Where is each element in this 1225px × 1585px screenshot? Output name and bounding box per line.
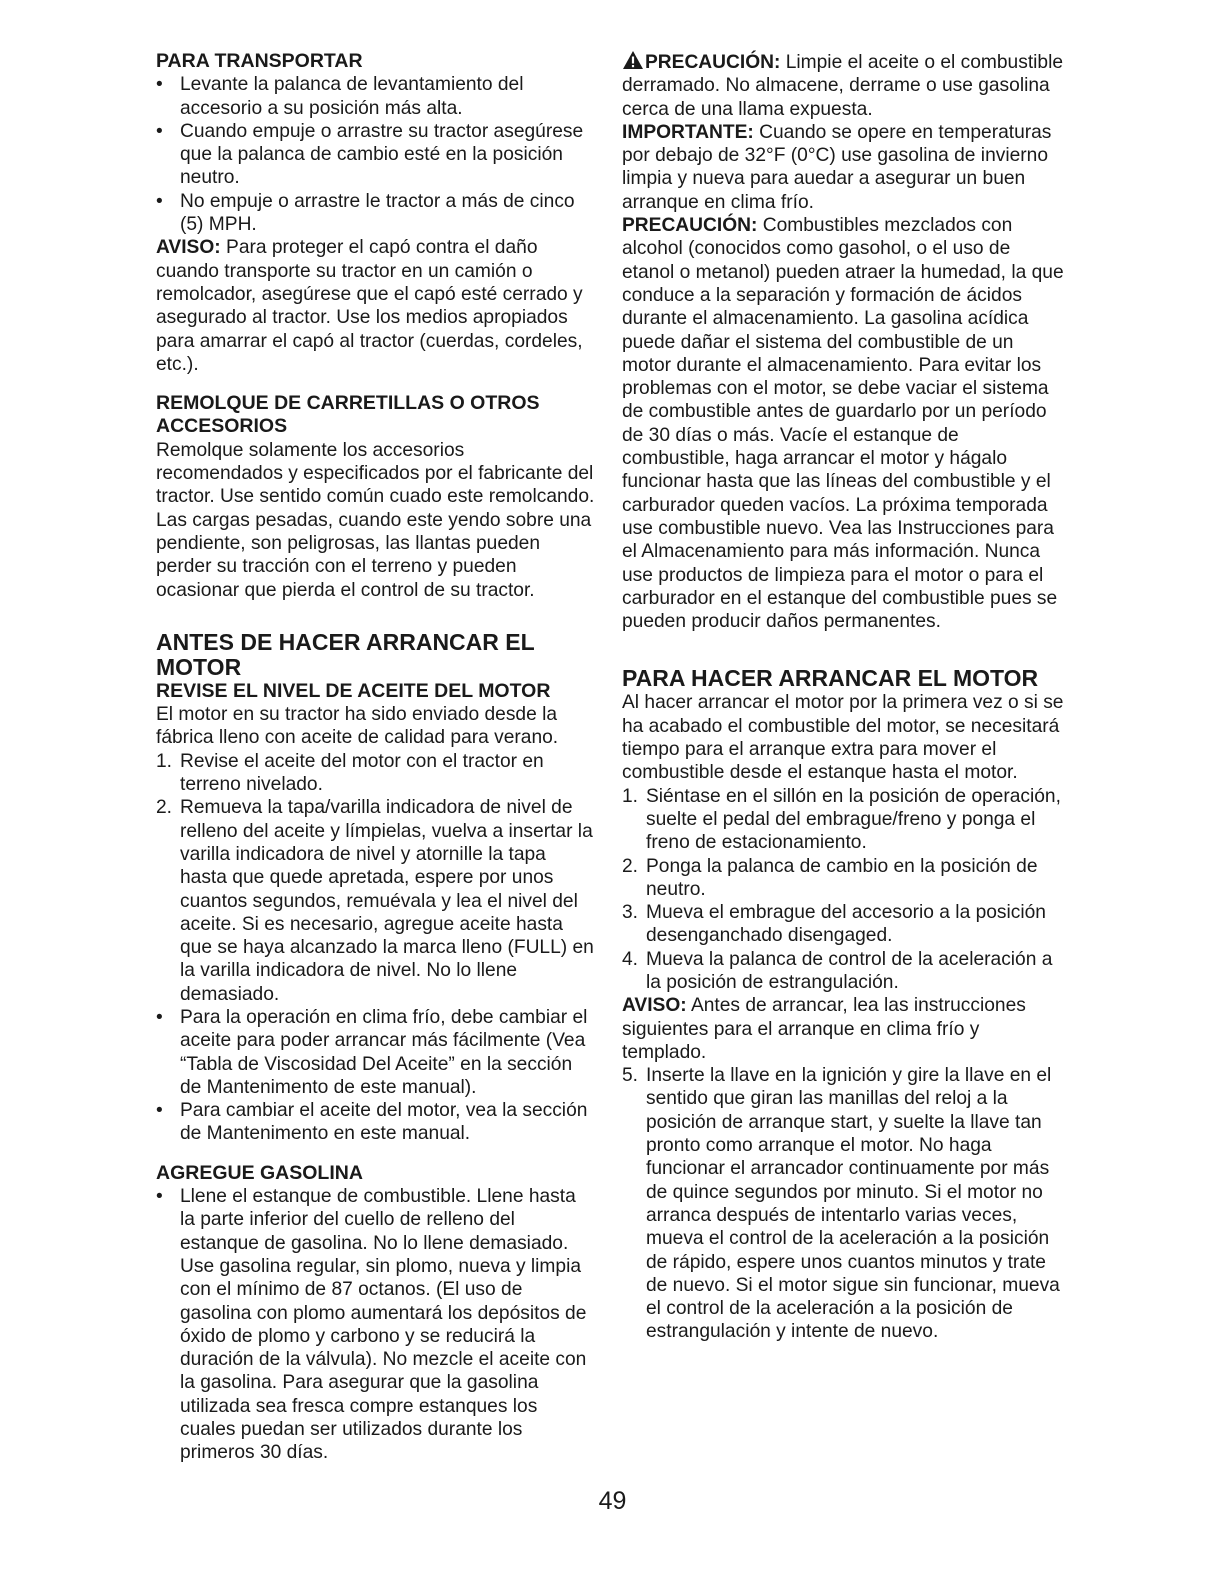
gas-bullets [156, 1185, 596, 1465]
start-steps [622, 785, 1064, 995]
transport-heading: PARA TRANSPORTAR [156, 50, 363, 72]
oil-steps [156, 750, 596, 1146]
precaucion-alcohol-note: PRECAUCIÓN: Combustibles mezclados con alcohol (conocidos como gasohol, o el uso de etanol o metanol) pueden atraer la humedad, la que conduce a la separación y formación de ácidos durante el almacenamiento. La gasolina acídica puede dañar el sistema del combustible de un motor durante el almacenamiento. Para evitar los problemas con el motor, se debe vaciar el sistema de combustible antes de guardarlo por un período de 30 días o más. Vacíe el estanque de combustible, haga arrancar el motor y hágalo funcionar hasta que las líneas del combustible y el carburador queden vacíos. La próxima temporada use combustible nuevo. Vea las Instrucciones para el Almacenamiento para más información. Nunca use productos de limpieza para el motor o para el carburador en el estanque del combustible pues se pueden producir daños permanentes. [622, 215, 1064, 633]
list-item: • Cuando empuje o arrastre su tractor asegúrese que la palanca de cambio esté en la posición neutro. [156, 120, 584, 189]
list-item: 4. Mueva la palanca de control de la aceleración a la posición de estrangulación. [622, 948, 1053, 993]
left-column [156, 50, 596, 1465]
oil-intro: El motor en su tractor ha sido enviado desde la fábrica lleno con aceite de calidad para verano. [156, 704, 559, 749]
towing-heading: REMOLQUE DE CARRETILLAS O OTROS ACCESORIOS [156, 392, 540, 438]
precaucion-label: PRECAUCIÓN: [622, 215, 758, 237]
precaucion-note: PRECAUCIÓN: Limpie el aceite o el combustible derramado. No almacene, derrame o use gasolina cerca de una llama expuesta. [622, 52, 1064, 120]
oil-heading: REVISE EL NIVEL DE ACEITE DEL MOTOR [156, 679, 551, 702]
towing-text: Remolque solamente los accesorios recomendados y especificados por el fabricante del tractor. Use sentido común cuado este remolcando. Las cargas pesadas, cuando este yendo sobre una pendiente, son peligrosas, las llantas pueden perder su tracción con el terreno y pueden ocasionar que pierda el control de su tractor. [156, 439, 595, 601]
start-engine-heading: PARA HACER ARRANCAR EL MOTOR [622, 665, 1039, 692]
before-start-heading: ANTES DE HACER ARRANCAR EL MOTOR [156, 628, 535, 680]
aviso-label: AVISO: [156, 237, 221, 259]
list-item: 3. Mueva el embrague del accesorio a la posición desenganchado disengaged. [622, 902, 1046, 947]
list-item: 2. Remueva la tapa/varilla indicadora de nivel de relleno del aceite y límpielas, vuelva a insertar la varilla indicadora de nivel y atornille la tapa hasta que quede apretada, espere por unos cuantos segundos, remuévala y lea el nivel del aceite. Si es necesario, agregue aceite hasta que se haya alcanzado la marca lleno (FULL) en la varilla indicadora de nivel. No lo llene demasiado. [156, 797, 594, 1005]
list-item: 2. Ponga la palanca de cambio en la posición de neutro. [622, 855, 1038, 900]
start-intro: Al hacer arrancar el motor por la primera vez o si se ha acabado el combustible del motor, se necesitará tiempo para el arranque extra para mover el combustible desde el estanque hasta el motor. [622, 692, 1064, 784]
start-aviso: AVISO: Antes de arrancar, lea las instrucciones siguientes para el arranque en clima frío y templado. [622, 995, 1026, 1063]
importante-label: IMPORTANTE: [622, 121, 754, 143]
importante-note: IMPORTANTE: Cuando se opere en temperaturas por debajo de 32°F (0°C) use gasolina de invierno limpia y nueva para auedar a asegurar un buen arranque en clima frío. [622, 121, 1052, 213]
page-number: 49 [598, 1487, 627, 1515]
list-item: • No empuje o arrastre le tractor a más de cinco (5) MPH. [156, 190, 575, 236]
list-item: • Llene el estanque de combustible. Llene hasta la parte inferior del cuello de relleno del estanque de gasolina. No lo llene demasiado. Use gasolina regular, sin plomo, nueva y limpia con el mínimo de 87 octanos. (El uso de gasolina con plomo aumentará los depósitos de óxido de plomo y carbono y se reducirá la duración de la válvula). No mezcle el aceite con la gasolina. Para asegurar que la gasolina utilizada sea fresca compre estanques los cuales puedan ser utilizados durante los primeros 30 días. [156, 1186, 587, 1464]
list-item: • Levante la palanca de levantamiento del accesorio a su posición más alta. [156, 74, 524, 119]
warning-icon [622, 50, 644, 70]
list-item: 5. Inserte la llave en la ignición y gire la llave en el sentido que giran las manillas del reloj a la posición de arranque start, y suelte la llave tan pronto como arranque el motor. No haga funcionar el arrancador continuamente por más de quince segundos por minuto. Si el motor no arranca después de intentarlo varias veces, mueva el control de la aceleración a la posición de rápido, espere unos cuantos minutos y trate de nuevo. Si el motor sigue sin funcionar, mueva el control de la aceleración a la posición de estrangulación y intente de nuevo. [622, 1065, 1060, 1343]
transport-bullets [156, 73, 596, 236]
gas-heading: AGREGUE GASOLINA [156, 1161, 363, 1184]
aviso-label: AVISO: [622, 995, 687, 1017]
list-item: • Para cambiar el aceite del motor, vea la sección de Mantenimento en este manual. [156, 1100, 588, 1145]
transport-aviso: AVISO: Para proteger el capó contra el daño cuando transporte su tractor en un camión o remolcador, asegúrese que el capó esté cerrado y asegurado al tractor. Use los medios apropiados para amarrar el capó al tractor (cuerdas, cordeles, etc.). [156, 237, 583, 375]
right-column [622, 50, 1064, 1344]
precaucion-label: PRECAUCIÓN: [645, 52, 781, 73]
list-item: 1. Siéntase en el sillón en la posición de operación, suelte el pedal del embrague/freno y ponga el freno de estacionamiento. [622, 785, 1061, 854]
list-item: 1. Revise el aceite del motor con el tractor en terreno nivelado. [156, 750, 544, 796]
list-item: • Para la operación en clima frío, debe cambiar el aceite para poder arrancar más fácilmente (Vea “Tabla de Viscosidad Del Aceite” en la sección de Mantenimento de este manual). [156, 1006, 588, 1098]
start-steps-continued [622, 1064, 1064, 1344]
